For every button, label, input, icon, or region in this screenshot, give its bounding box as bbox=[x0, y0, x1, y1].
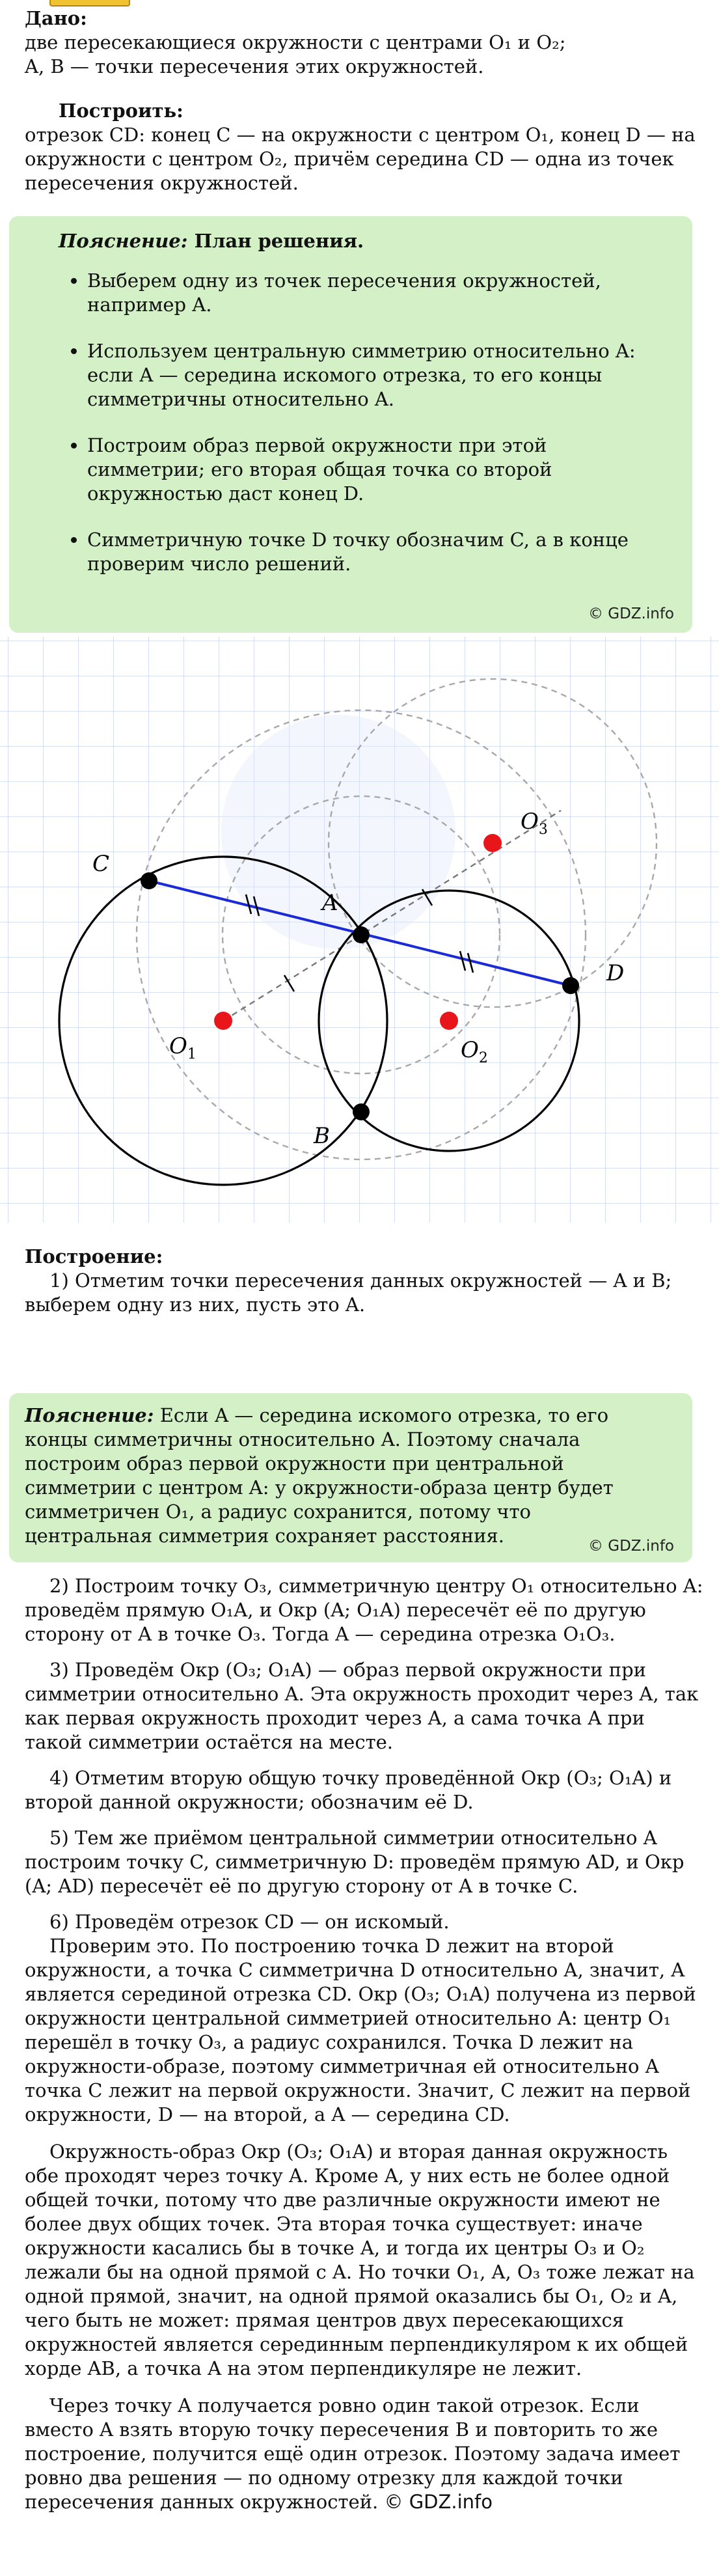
step-1-wrap bbox=[25, 1269, 706, 1317]
label-B: B bbox=[314, 1123, 330, 1149]
plan-label: Пояснение: bbox=[59, 230, 188, 252]
plan-item-2: • Используем центральную симметрию относительно A: если A — середина искомого отрезка, то его концы симметричны относительно A. bbox=[87, 339, 664, 411]
note-label: Пояснение: bbox=[25, 1404, 154, 1426]
steps-section bbox=[25, 1574, 706, 2514]
final-copyright: © GDZ.info bbox=[384, 2491, 493, 2513]
given-line-1: две пересекающиеся окружности с центрами O₁ и O₂; bbox=[25, 31, 566, 53]
point-A bbox=[353, 926, 370, 943]
given-heading: Дано: bbox=[25, 7, 87, 29]
label-A: A bbox=[322, 890, 338, 916]
label-O2: $O_2$ bbox=[461, 1037, 488, 1066]
construct-section bbox=[25, 123, 706, 195]
point-B bbox=[353, 1103, 370, 1120]
proof-paragraph-2: Окружность-образ Окр (O₃; O₁A) и вторая данная окружность обе проходят через точку A. Кроме A, у них есть не более одной общей точки, потому что две различные окружности имеют не более двух общих точек. Эта вторая точка существует: иначе окружности касались бы в точке A, и тогда их центры O₃ и O₂ лежали бы на одной прямой с A. Но точки O₁, A, O₃ тоже лежат на одной прямой, значит, на одной прямой оказались бы O₁, O₂ и A, чего быть не может: прямая центров двух пересекающихся окружностей является серединным перпендикуляром к их общей хорде AB, а точка A на этом перпендикуляре не лежит. bbox=[25, 2140, 695, 2379]
plan-item-1: • Выберем одну из точек пересечения окружностей, например A. bbox=[87, 269, 664, 317]
label-C: C bbox=[92, 851, 110, 877]
plan-title-text: План решения. bbox=[194, 230, 364, 252]
construction-heading: Построение: bbox=[25, 1245, 163, 1267]
construct-heading-wrap bbox=[59, 99, 706, 123]
proof-paragraph-1: Проверим это. По построению точка D лежит на второй окружности, а точка C симметрична D относительно A, значит, A является серединой отрезка CD. Окр (O₃; O₁A) получена из первой окружности центральной симметрией относительно A: центр O₁ перешёл в точку O₃, а радиус сохранился. Точка D лежит на окружности-образе, поэтому симметричная ей относительно A точка C лежит на первой окружности. Значит, C лежит на первой окружности, D — на второй, а A — середина CD. bbox=[25, 1935, 696, 2126]
top-tab-decoration bbox=[49, 0, 130, 7]
step-3: 3) Проведём Окр (O₃; O₁A) — образ первой окружности при симметрии относительно A. Эта окружность проходит через A, так как первая окружность проходит через A, а сама точка A при такой симметрии остаётся на месте. bbox=[25, 1659, 699, 1753]
note-body: Если A — середина искомого отрезка, то его концы симметричны относительно A. Поэтому сначала построим образ первой окружности при центральной симметрии с центром A: у окружности-образа центр будет симметричен O₁, а радиус сохранится, потому что центральная симметрия сохраняет расстояния. bbox=[25, 1404, 614, 1547]
given-line-2: A, B — точки пересечения этих окружностей. bbox=[25, 55, 484, 77]
point-C bbox=[141, 872, 157, 889]
note-copyright: © GDZ.info bbox=[588, 1538, 674, 1555]
construction-heading-wrap bbox=[25, 1245, 706, 1269]
center-O3 bbox=[483, 834, 502, 852]
step-5: 5) Тем же приёмом центральной симметрии относительно A построим точку C, симметричную D: проведём прямую AD, и Окр (A; AD) пересечёт её по другую сторону от A в точке C. bbox=[25, 1827, 685, 1897]
plan-box bbox=[9, 216, 692, 633]
proof-paragraph-3-text: Через точку A получается ровно один такой отрезок. Если вместо A взять вторую точку пересечения B и повторить то же построение, получится ещё один отрезок. Поэтому задача имеет ровно два решения — по одному отрезку для каждой точки пересечения данных окружностей. bbox=[25, 2394, 681, 2513]
step-6: 6) Проведём отрезок CD — он искомый. bbox=[49, 1911, 450, 1933]
construction-diagram bbox=[0, 637, 719, 1223]
construct-text: отрезок CD: конец C — на окружности с центром O₁, конец D — на окружности с центром O₂, причём середина CD — одна из точек пересечения окружностей. bbox=[25, 124, 696, 194]
step-4: 4) Отметим вторую общую точку проведённой Окр (O₃; O₁A) и второй данной окружности; обозначим её D. bbox=[25, 1767, 672, 1813]
label-O1: $O_1$ bbox=[169, 1033, 197, 1062]
label-O3: $O_3$ bbox=[521, 809, 548, 838]
proof-paragraph-3 bbox=[25, 2394, 706, 2514]
point-D bbox=[562, 977, 579, 994]
plan-title bbox=[59, 229, 664, 253]
plan-copyright: © GDZ.info bbox=[588, 605, 674, 622]
note-box bbox=[9, 1393, 692, 1562]
construct-heading: Построить: bbox=[59, 100, 183, 122]
watermark-logo bbox=[221, 715, 455, 949]
step-2: 2) Построим точку O₃, симметричную центру O₁ относительно A: проведём прямую O₁A, и Окр (A; O₁A) пересечёт её по другую сторону от A в точке O₃. Тогда A — середина отрезка O₁O₃. bbox=[25, 1575, 703, 1645]
note-text bbox=[25, 1404, 664, 1548]
center-O1 bbox=[214, 1012, 232, 1030]
center-O2 bbox=[440, 1012, 458, 1030]
given-section bbox=[25, 7, 706, 79]
label-D: D bbox=[606, 960, 625, 986]
plan-item-4: • Симметричную точке D точку обозначим C, а в конце проверим число решений. bbox=[87, 528, 664, 576]
plan-list bbox=[49, 269, 664, 576]
step-1: 1) Отметим точки пересечения данных окружностей — A и B; выберем одну из них, пусть это A. bbox=[25, 1269, 672, 1316]
plan-item-3: • Построим образ первой окружности при этой симметрии; его вторая общая точка со второй окружностью даст конец D. bbox=[87, 434, 664, 506]
